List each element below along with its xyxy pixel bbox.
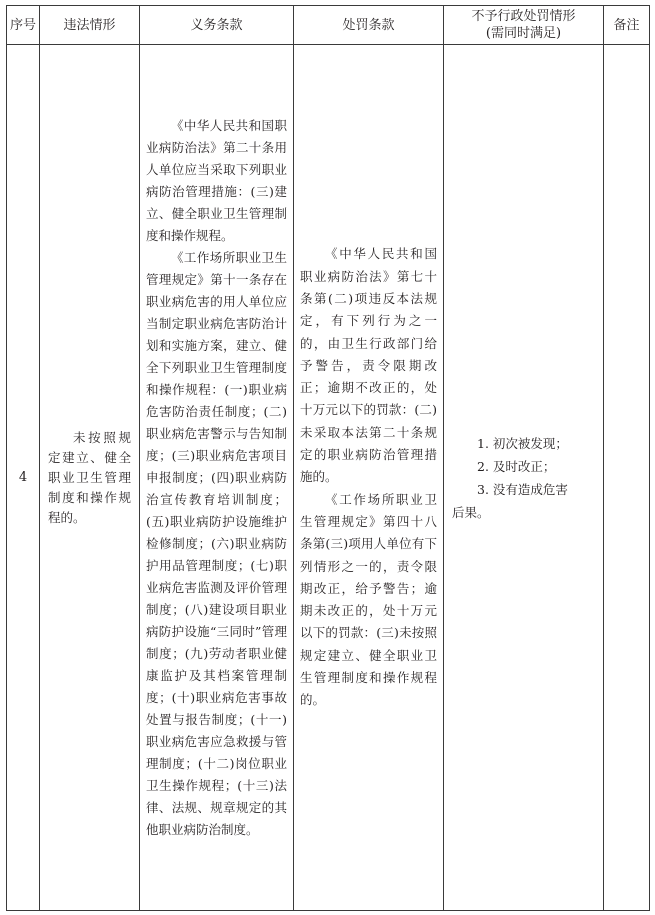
duty-paragraph-2: 《工作场所职业卫生管理规定》第十一条存在职业病危害的用人单位应当制定职业病危害防治计划和实施方案，建立、健全下列职业卫生管理制度和操作规程：(一)职业病危害防治责任制度；(二)职业病危害警示与告知制度；(三)职业病危害项目申报制度；(四)职业病防治宣传教育培训制度；(五)职业病防护设施维护检修制度；(六)职业病防护用品管理制度；(七)职业病危害监测及评价管理制度；(八)建设项目职业病防护设施“三同时”管理制度；(九)劳动者职业健康监护及其档案管理制度；(十)职业病危害事故处置与报告制度；(十一)职业病危害应急救援与管理制度；(十二)岗位职业卫生操作规程；(十三)法律、法规、规章规定的其他职业病防治制度。 <box>146 249 287 837</box>
violation-cell <box>40 45 140 911</box>
penalty-paragraph-1: 《中华人民共和国职业病防治法》第七十条第(二)项违反本法规定，有下列行为之一的，由卫生行政部门给予警告，责令限期改正；逾期不改正的，处十万元以下的罚款：(二)未采取本法第二十条规定的职业病防治管理措施的。 <box>300 246 437 485</box>
condition-1: 1. 初次被发现； <box>477 435 568 451</box>
header-penalty-clause: 处罚条款 <box>294 6 444 45</box>
penalty-paragraph-2: 《工作场所职业卫生管理规定》第四十八条第(三)项用人单位有下列情形之一的，责令限期改正，给予警告；逾期未改正的，处十万元以下的罚款：(三)未按照规定建立、健全职业卫生管理制度和操作规程的。 <box>300 491 437 708</box>
header-index: 序号 <box>7 6 40 45</box>
duty-clause-cell <box>140 45 294 911</box>
header-exemption-line1: 不予行政处罚情形 <box>471 9 576 24</box>
remark-cell <box>604 45 650 911</box>
penalty-table <box>6 5 650 911</box>
violation-text: 未按照规定建立、健全职业卫生管理制度和操作规程的。 <box>48 429 131 525</box>
condition-2: 2. 及时改正； <box>477 458 556 474</box>
header-exemption <box>444 6 604 45</box>
duty-paragraph-1: 《中华人民共和国职业病防治法》第二十条用人单位应当采取下列职业病防治管理措施：(三)建立、健全职业卫生管理制度和操作规程。 <box>146 117 287 243</box>
condition-3: 3. 没有造成危害 <box>477 481 568 497</box>
header-remark: 备注 <box>604 6 650 45</box>
condition-3-continued: 后果。 <box>452 504 490 520</box>
header-violation: 违法情形 <box>40 6 140 45</box>
table-row <box>7 45 650 911</box>
header-row <box>7 6 650 45</box>
header-duty-clause: 义务条款 <box>140 6 294 45</box>
exemption-cell <box>444 45 604 911</box>
penalty-clause-cell <box>294 45 444 911</box>
header-exemption-line2: (需同时满足) <box>485 26 562 41</box>
row-index: 4 <box>7 45 40 911</box>
